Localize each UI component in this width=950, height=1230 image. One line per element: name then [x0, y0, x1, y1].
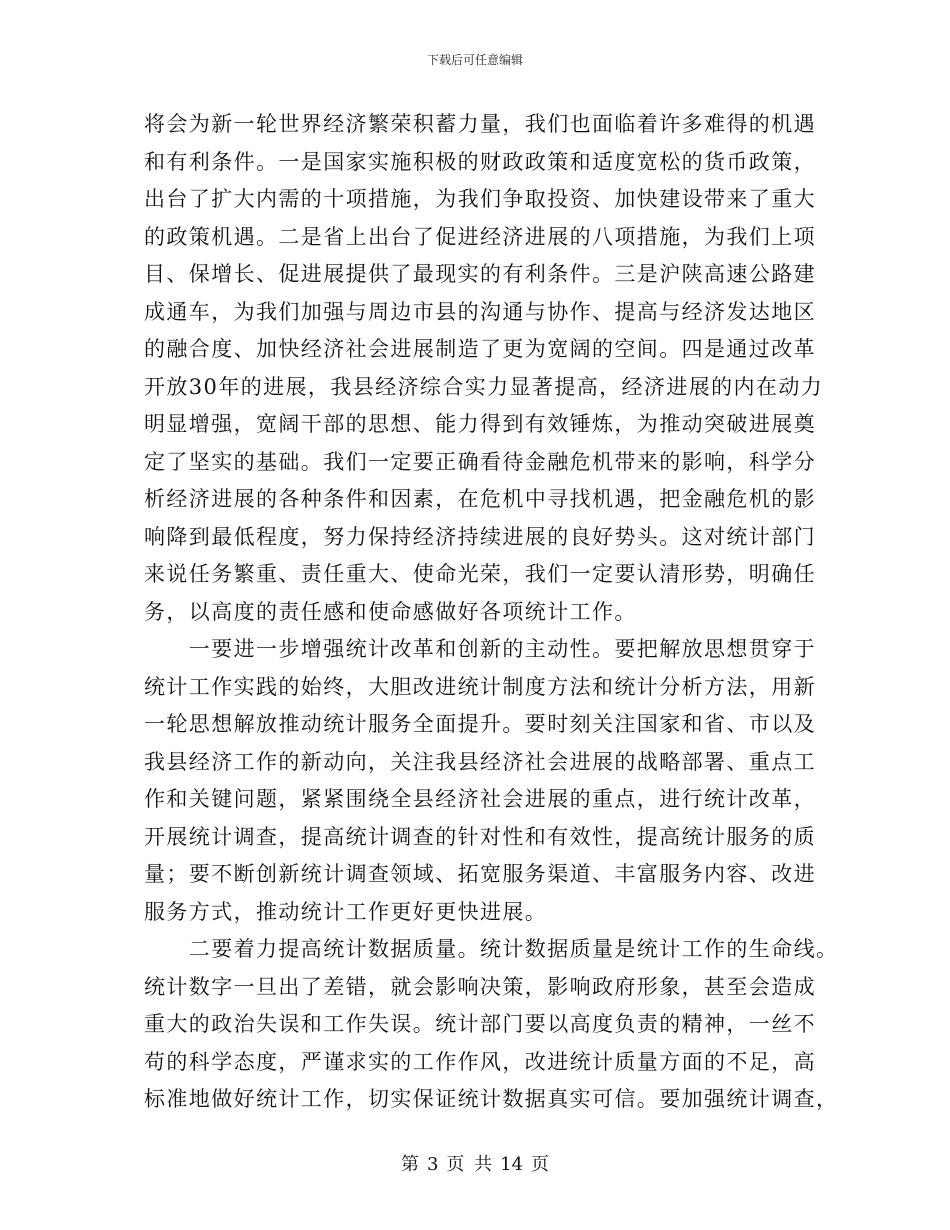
document-body — [144, 106, 839, 1119]
body-line: 出台了扩大内需的十项措施，为我们争取投资、加快建设带来了重大 — [144, 187, 816, 211]
page-footer — [0, 1153, 950, 1177]
page-header: 下载后可任意编辑 — [426, 53, 523, 67]
body-line: 响降到最低程度，努力保持经济持续进展的良好势头。这对统计部门 — [144, 524, 816, 549]
body-line: 定了坚实的基础。我们一定要正确看待金融危机带来的影响，科学分 — [144, 449, 816, 474]
body-line: 目、保增长、促进展提供了最现实的有利条件。三是沪陕高速公路建 — [144, 262, 816, 286]
body-line: 统计数字一旦出了差错，就会影响决策，影响政府形象，甚至会造成 — [144, 974, 816, 999]
body-line: 我县经济工作的新动向，关注我县经济社会进展的战略部署、重点工 — [144, 749, 816, 774]
body-line: 明显增强，宽阔干部的思想、能力得到有效锤炼，为推动突破进展奠 — [144, 412, 816, 436]
body-line: 二要着力提高统计数据质量。统计数据质量是统计工作的生命线。 — [144, 937, 839, 961]
footer-total-pages: 14 — [500, 1154, 524, 1175]
body-line: 服务方式，推动统计工作更好更快进展。 — [144, 899, 548, 924]
footer-page-number: 3 — [426, 1154, 439, 1175]
body-line: 和有利条件。一是国家实施积极的财政政策和适度宽松的货币政策， — [144, 149, 816, 174]
body-line: 标准地做好统计工作，切实保证统计数据真实可信。要加强统计调查， — [144, 1087, 839, 1111]
body-line: 一轮思想解放推动统计服务全面提升。要时刻关注国家和省、市以及 — [144, 712, 816, 736]
body-line: 务，以高度的责任感和使命感做好各项统计工作。 — [144, 599, 637, 624]
body-line: 统计工作实践的始终，大胆改进统计制度方法和统计分析方法，用新 — [144, 674, 816, 699]
body-line: 来说任务繁重、责任重大、使命光荣，我们一定要认清形势，明确任 — [144, 562, 816, 586]
body-line: 的政策机遇。二是省上出台了促进经济进展的八项措施，为我们上项 — [144, 224, 816, 249]
body-line: 一要进一步增强统计改革和创新的主动性。要把解放思想贯穿于 — [144, 637, 816, 661]
body-line: 量；要不断创新统计调查领域、拓宽服务渠道、丰富服务内容、改进 — [144, 862, 816, 886]
footer-prefix: 第 — [400, 1154, 419, 1175]
body-line: 将会为新一轮世界经济繁荣积蓄力量，我们也面临着许多难得的机遇 — [144, 112, 816, 136]
body-line: 开展统计调查，提高统计调查的针对性和有效性，提高统计服务的质 — [144, 824, 816, 849]
footer-suffix: 页 — [531, 1154, 550, 1175]
body-line: 作和关键问题，紧紧围绕全县经济社会进展的重点，进行统计改革， — [144, 787, 816, 811]
body-line: 的融合度、加快经济社会进展制造了更为宽阔的空间。四是通过改革 — [144, 337, 816, 361]
body-line: 苟的科学态度，严谨求实的工作作风，改进统计质量方面的不足，高 — [144, 1049, 816, 1074]
body-line: 开放30年的进展，我县经济综合实力显著提高，经济进展的内在动力 — [144, 374, 824, 399]
body-line: 析经济进展的各种条件和因素，在危机中寻找机遇，把金融危机的影 — [144, 487, 816, 511]
body-line: 重大的政治失误和工作失误。统计部门要以高度负责的精神，一丝不 — [144, 1012, 816, 1036]
footer-middle: 页 共 — [446, 1154, 493, 1175]
body-line: 成通车，为我们加强与周边市县的沟通与协作、提高与经济发达地区 — [144, 299, 816, 324]
